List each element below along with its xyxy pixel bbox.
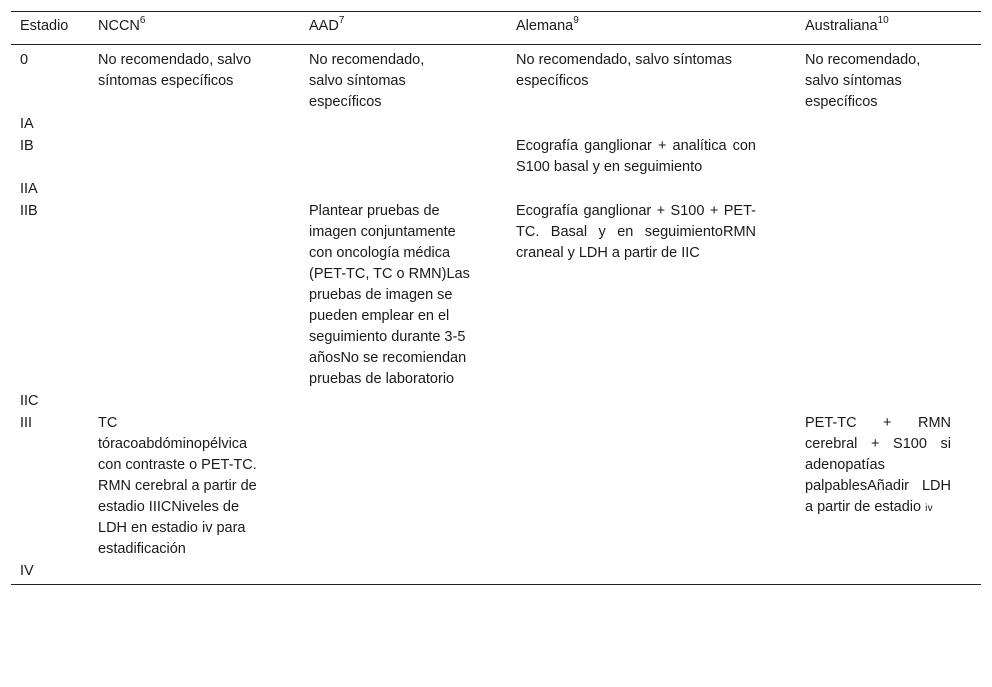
header-aad-ref: 7 [338,15,345,27]
header-australiana-ref: 10 [877,15,889,27]
cell-stage: IB [20,138,34,154]
stage-iv-smallcaps: iv [925,503,933,514]
header-australiana: Australiana$^{10}$ [796,12,981,45]
table-row [11,136,981,179]
cell-alemana: Ecografía ganglionar + analítica con S100 basal y en seguimiento [516,138,756,175]
header-estadio: Estadio [11,12,89,45]
cell-nccn: No recomendado, salvo síntomas específicos [98,52,252,89]
cell-stage: IA [20,116,34,132]
cell-stage: IIC [20,393,39,409]
staging-table-container [11,11,981,585]
staging-imaging-table [11,11,981,585]
cell-australiana: PET-TC + RMN cerebral + S100 si adenopatías palpablesAñadir LDH a partir de estadio iv [805,415,951,515]
header-nccn-ref: 6 [139,15,146,27]
cell-aad: No recomendado, salvo síntomas específicos [309,52,425,110]
cell-stage: III [20,415,33,431]
header-aad: AAD$^7$ [300,12,507,45]
table-header-row [11,12,981,45]
cell-alemana: No recomendado, salvo síntomas específicos [516,52,732,89]
cell-stage: IIB [20,203,38,219]
table-row [11,179,981,201]
table-row [11,201,981,391]
cell-stage: IIA [20,181,38,197]
table-row [11,391,981,413]
table-row [11,413,981,561]
table-row [11,114,981,136]
header-alemana-ref: 9 [573,15,579,27]
table-row [11,45,981,115]
header-nccn: NCCN$^6$ [89,12,300,45]
cell-australiana: No recomendado, salvo síntomas específicos [805,52,921,110]
header-alemana: Alemana$^9$ [507,12,796,45]
cell-aad: Plantear pruebas de imagen conjuntamente con oncología médica (PET-TC, TC o RMN)Las pruebas de imagen se pueden emplear en el seguimiento durante 3-5 añosNo se recomiendan pruebas de laboratorio [309,203,470,387]
cell-alemana: Ecografía ganglionar + S100 + PET-TC. Basal y en seguimientoRMN craneal y LDH a partir de IIC [516,203,756,261]
cell-stage: IV [11,561,89,585]
cell-stage: 0 [20,52,29,68]
cell-nccn: TC tóracoabdóminopélvica con contraste o PET-TC. RMN cerebral a partir de estadio IIICNiveles de LDH en estadio iv para estadificación [98,415,257,557]
table-row [11,561,981,585]
